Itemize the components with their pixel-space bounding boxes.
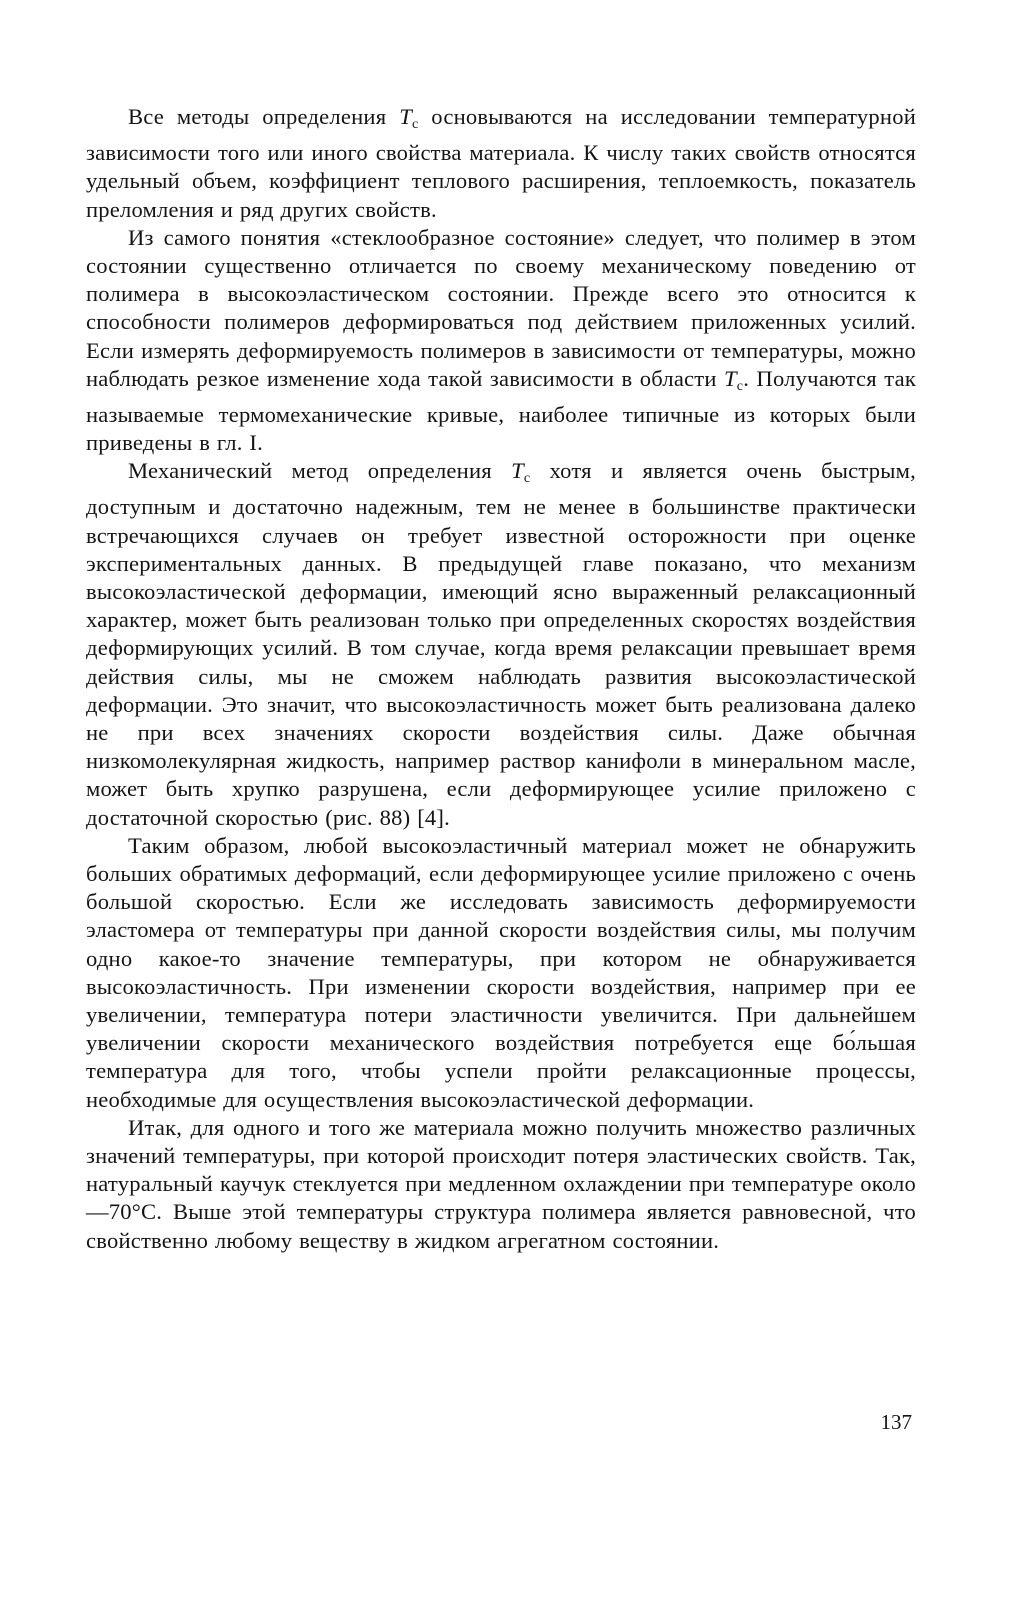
glass-transition-symbol: $T_с$ <box>511 458 531 487</box>
paragraph-4: Таким образом, любой высокоэластичный материал может не обнаружить больших обратимых деформаций, если деформирующее усилие приложено с очень большой скоростью. Если же исследовать зависимость деформируемости эластомера от температуры при данной скорости воздействия силы, мы получим одно какое-то значение температуры, при котором не обнаруживается высокоэластичность. При изменении скорости воздействия, например при ее увеличении, температура потери эластичности увеличится. При дальнейшем увеличении скорости механического воздействия потребуется еще бо́льшая температура для того, чтобы успели пройти релаксационные процессы, необходимые для осуществления высокоэластической деформации. <box>86 832 916 1112</box>
glass-transition-symbol: $T_с$ <box>724 365 744 394</box>
page-number: 137 <box>880 1410 912 1434</box>
glass-transition-symbol: $T_с$ <box>399 104 419 132</box>
book-page <box>86 103 916 1563</box>
body-text <box>86 103 916 1255</box>
paragraph-3: Механический метод определения $T_с$ хотя и является очень быстрым, доступным и достаточно надежным, тем не менее в большинстве практически встречающихся случаев он требует известной осторожности при оценке экспериментальных данных. В предыдущей главе показано, что механизм высокоэластической деформации, имеющий ясно выраженный релаксационный характер, может быть реализован только при определенных скоростях воздействия деформирующих усилий. В том случае, когда время релаксации превышает время действия силы, мы не сможем наблюдать развития высокоэластической деформации. Это значит, что высокоэластичность может быть реализована далеко не при всех значениях скорости воздействия силы. Даже обычная низкомолекулярная жидкость, например раствор канифоли в минеральном масле, может быть хрупко разрушена, если деформирующее усилие приложено с достаточной скоростью (рис. 88) [4]. <box>86 458 916 830</box>
paragraph-5: Итак, для одного и того же материала можно получить множество различных значений температуры, при которой происходит потеря эластических свойств. Так, натуральный каучук стеклуется при медленном охлаждении при температуре около —70°С. Выше этой температуры структура полимера является равновесной, что свойственно любому веществу в жидком агрегатном состоянии. <box>86 1114 916 1253</box>
paragraph-2: Из самого понятия «стеклообразное состояние» следует, что полимер в этом состоянии существенно отличается по своему механическому поведению от полимера в высокоэластическом состоянии. Прежде всего это относится к способности полимеров деформироваться под действием приложенных усилий. Если измерять деформируемость полимеров в зависимости от температуры, можно наблюдать резкое изменение хода такой зависимости в области $T_с$. Получаются так называемые термомеханические кривые, наиболее типичные из которых были приведены в гл. I. <box>86 224 916 456</box>
paragraph-1: Все методы определения $T_с$ основываются на исследовании температурной зависимости того или иного свойства материала. К числу таких свойств относятся удельный объем, коэффициент теплового расширения, теплоемкость, показатель преломления и ряд других свойств. <box>86 104 916 222</box>
